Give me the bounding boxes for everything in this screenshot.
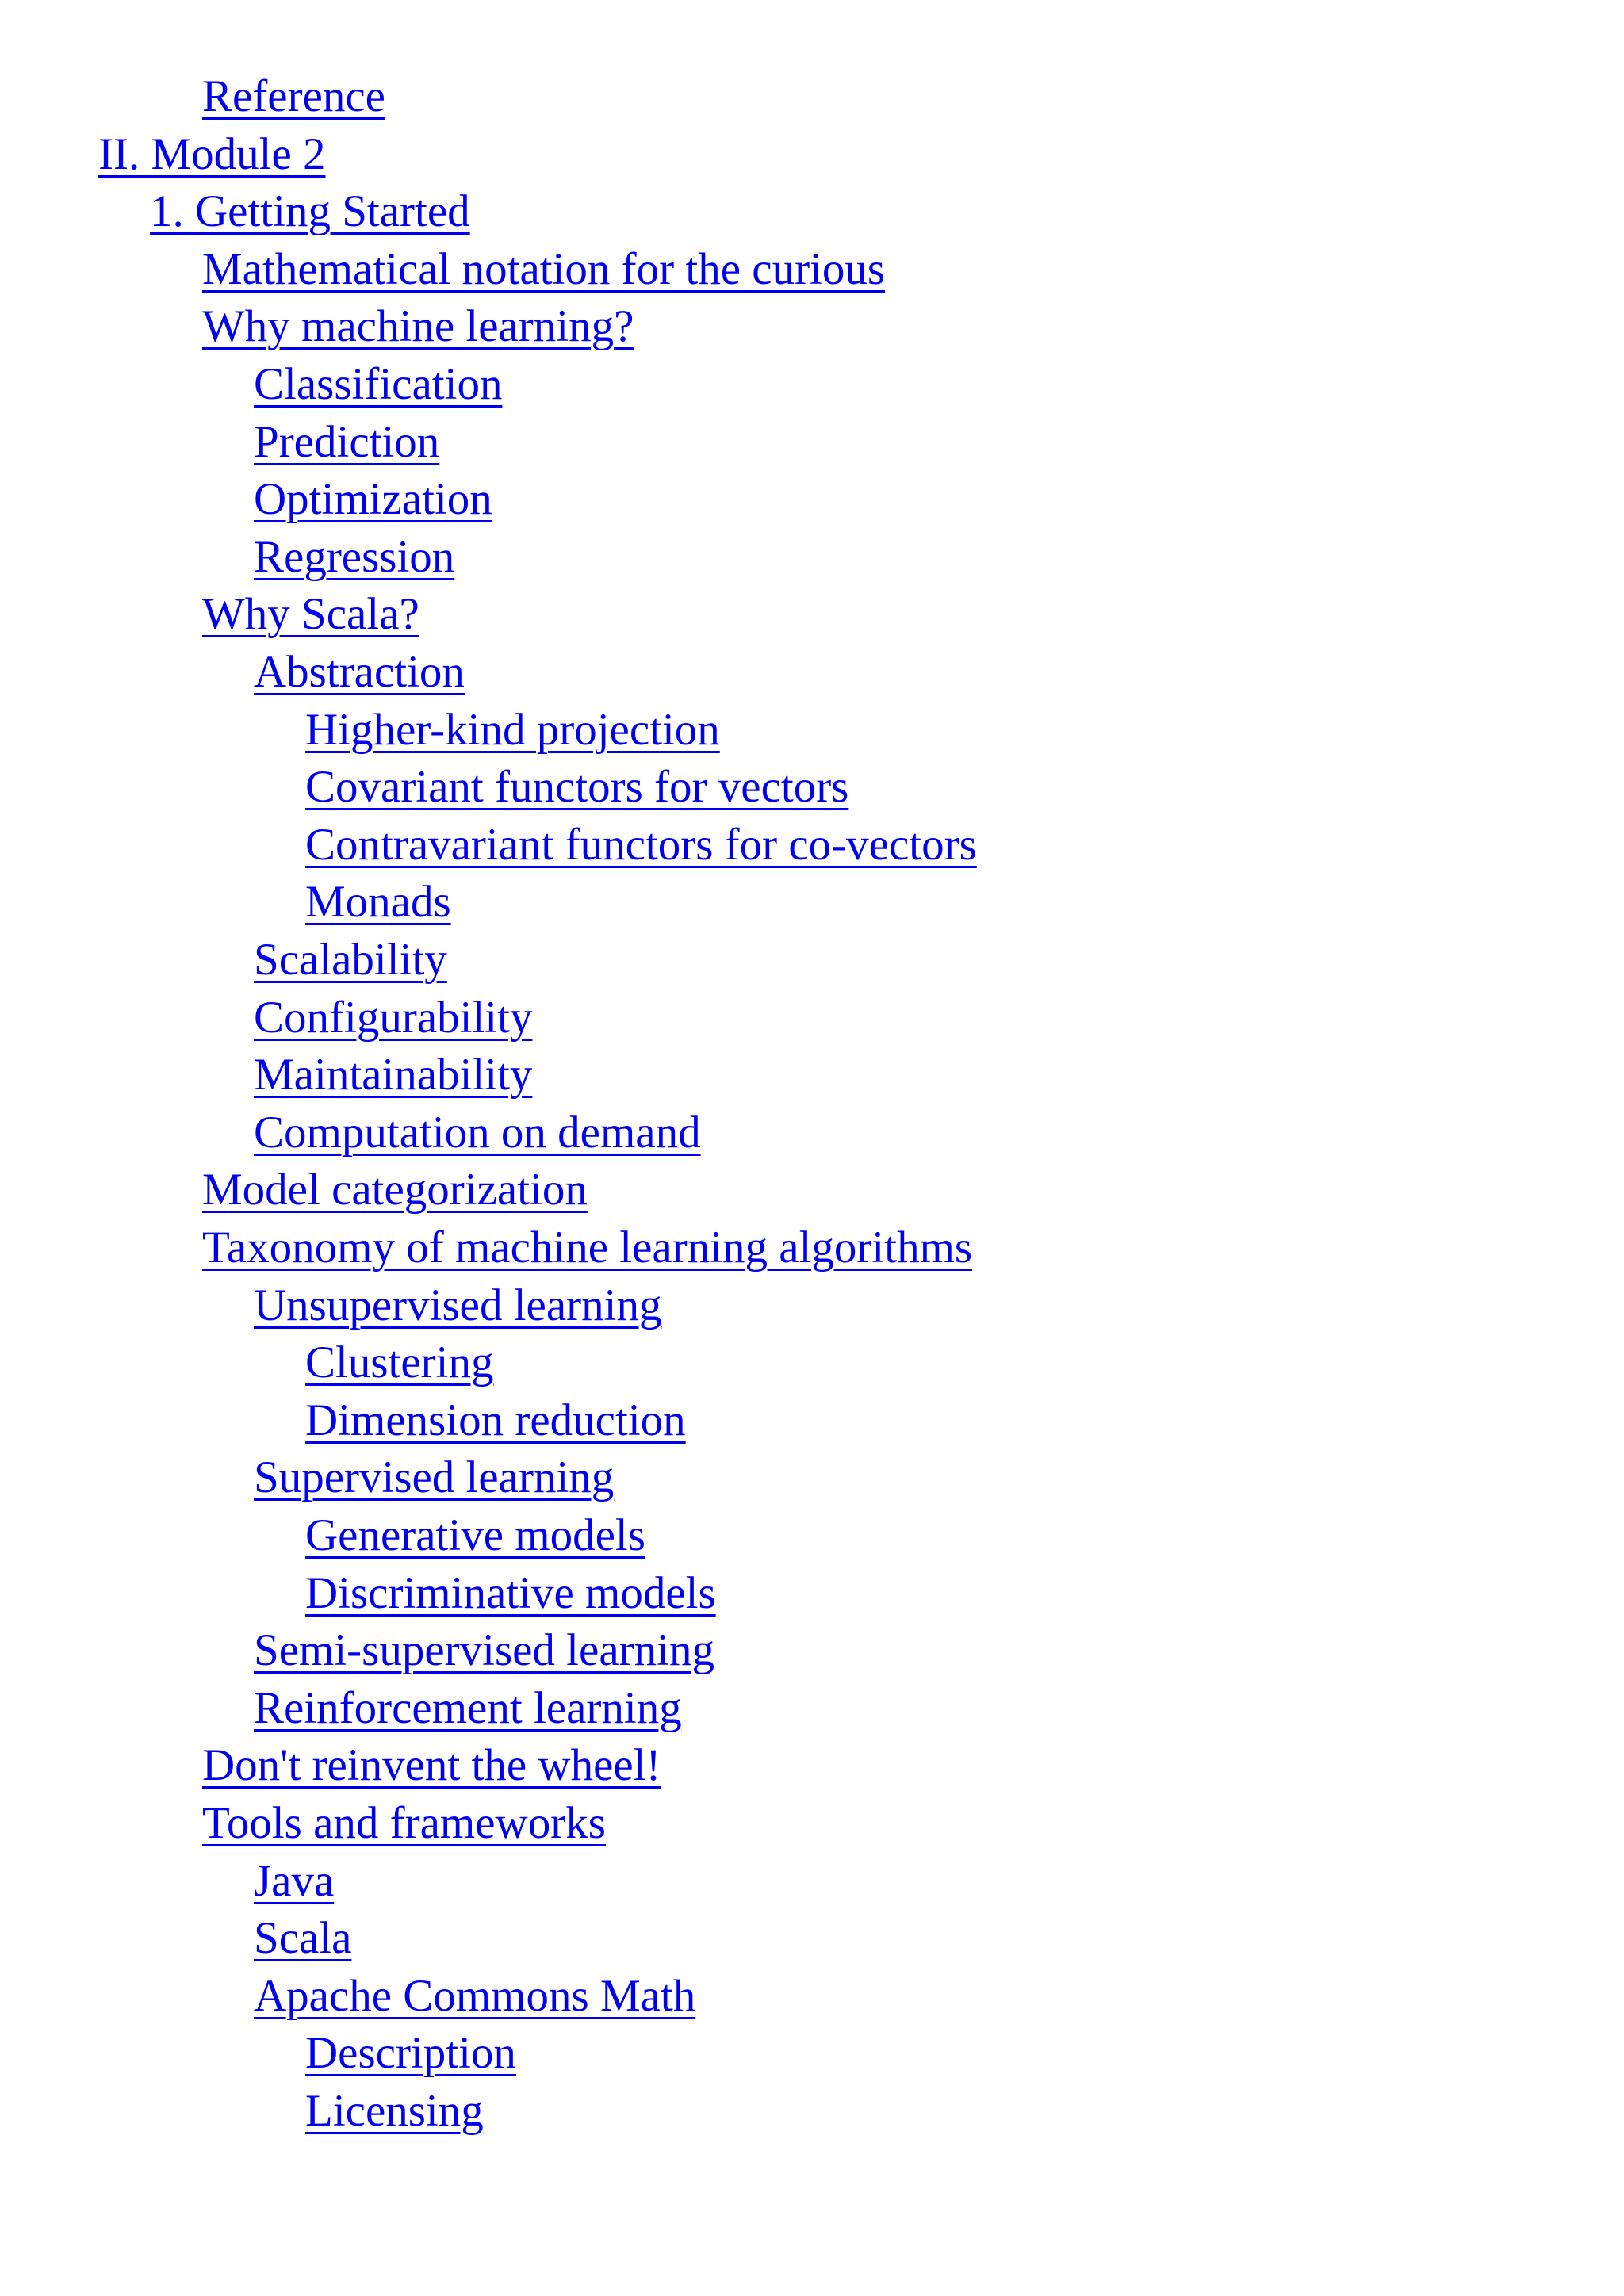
toc-link-level-2[interactable]: Reference [202,71,385,121]
toc-link-level-3[interactable]: Apache Commons Math [254,1971,696,2021]
toc-link-level-3[interactable]: Scala [254,1913,352,1963]
toc-link-level-3[interactable]: Optimization [254,474,492,524]
toc-link-level-1[interactable]: 1. Getting Started [150,186,470,236]
toc-link-level-3[interactable]: Semi-supervised learning [254,1625,714,1675]
toc-link-level-4[interactable]: Monads [305,877,451,927]
toc-link-level-4[interactable]: Dimension reduction [305,1395,686,1445]
toc-link-level-3[interactable]: Classification [254,359,503,409]
toc-link-level-3[interactable]: Maintainability [254,1050,533,1100]
toc-link-level-4[interactable]: Discriminative models [305,1568,716,1618]
toc-link-level-0[interactable]: II. Module 2 [98,129,326,179]
toc-link-level-3[interactable]: Regression [254,532,455,582]
toc-link-level-4[interactable]: Covariant functors for vectors [305,762,849,812]
toc-link-level-4[interactable]: Contravariant functors for co-vectors [305,820,977,870]
toc-link-level-2[interactable]: Tools and frameworks [202,1798,606,1848]
toc-link-level-3[interactable]: Unsupervised learning [254,1280,662,1330]
toc-link-level-2[interactable]: Why machine learning? [202,301,634,351]
toc-link-level-3[interactable]: Supervised learning [254,1452,615,1502]
toc-link-level-3[interactable]: Abstraction [254,647,465,697]
toc-link-level-2[interactable]: Mathematical notation for the curious [202,244,886,294]
toc-link-level-4[interactable]: Licensing [305,2086,484,2136]
toc-link-level-3[interactable]: Configurability [254,993,533,1043]
toc-link-level-3[interactable]: Scalability [254,935,447,985]
toc-link-level-4[interactable]: Description [305,2028,516,2078]
toc-link-level-2[interactable]: Taxonomy of machine learning algorithms [202,1223,973,1272]
toc-link-level-4[interactable]: Clustering [305,1337,494,1387]
toc-link-level-3[interactable]: Java [254,1856,335,1906]
toc-link-level-2[interactable]: Model categorization [202,1165,588,1215]
toc-link-level-2[interactable]: Don't reinvent the wheel! [202,1740,661,1790]
toc-link-level-3[interactable]: Reinforcement learning [254,1683,682,1733]
toc-link-level-4[interactable]: Higher-kind projection [305,705,720,755]
toc-link-level-4[interactable]: Generative models [305,1510,645,1560]
toc-link-level-2[interactable]: Why Scala? [202,589,419,639]
toc-link-level-3[interactable]: Computation on demand [254,1108,701,1158]
toc-link-level-3[interactable]: Prediction [254,417,440,467]
